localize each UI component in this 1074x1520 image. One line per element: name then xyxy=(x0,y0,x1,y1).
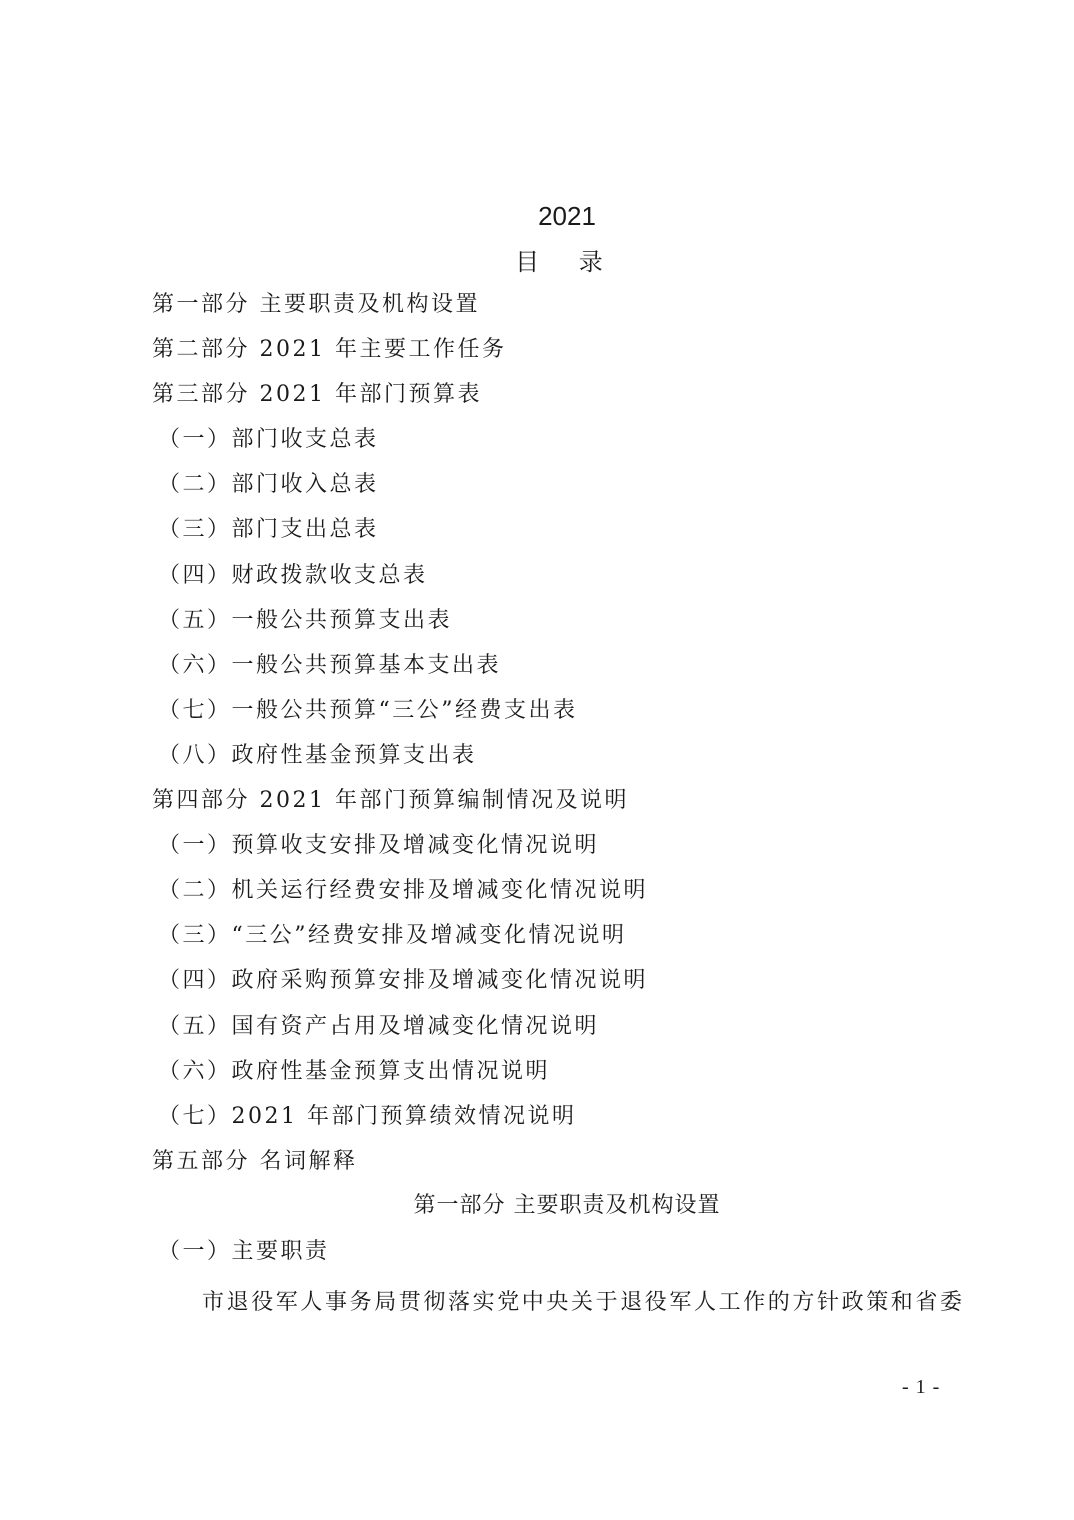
sub-heading: （一）主要职责 xyxy=(158,1239,330,1264)
toc-item[interactable]: （二）部门收入总表 xyxy=(158,472,379,498)
toc-heading: 目 录 xyxy=(515,248,619,276)
toc-item[interactable]: （一）预算收支安排及增减变化情况说明 xyxy=(158,833,600,859)
toc-item[interactable]: 第二部分 2021 年主要工作任务 xyxy=(152,337,507,363)
toc-item[interactable]: 第三部分 2021 年部门预算表 xyxy=(152,382,482,408)
toc-item[interactable]: （二）机关运行经费安排及增减变化情况说明 xyxy=(158,878,649,904)
toc-item[interactable]: 第一部分 主要职责及机构设置 xyxy=(152,292,480,317)
toc-item[interactable]: （一）部门收支总表 xyxy=(158,427,379,453)
toc-item[interactable]: （六）政府性基金预算支出情况说明 xyxy=(158,1058,551,1084)
toc-item[interactable]: （四）政府采购预算安排及增减变化情况说明 xyxy=(158,968,649,994)
toc-item[interactable]: 第五部分 名词解释 xyxy=(152,1148,358,1174)
toc-item[interactable]: （四）财政拨款收支总表 xyxy=(158,562,428,588)
toc-item[interactable]: （五）国有资产占用及增减变化情况说明 xyxy=(158,1013,600,1039)
toc-item[interactable]: （六）一般公共预算基本支出表 xyxy=(158,652,502,678)
page-number: - 1 - xyxy=(902,1376,941,1398)
toc-item[interactable]: （七）2021 年部门预算绩效情况说明 xyxy=(158,1103,577,1129)
toc-item[interactable]: （三）“三公”经费安排及增减变化情况说明 xyxy=(158,923,627,949)
toc-item[interactable]: （三）部门支出总表 xyxy=(158,517,379,543)
body-paragraph: 市退役军人事务局贯彻落实党中央关于退役军人工作的方针政策和省委 xyxy=(202,1290,965,1315)
section-heading: 第一部分 主要职责及机构设置 xyxy=(413,1193,721,1218)
year-heading: 2021 xyxy=(538,201,596,231)
toc-item[interactable]: （八）政府性基金预算支出表 xyxy=(158,742,477,768)
toc-item[interactable]: （五）一般公共预算支出表 xyxy=(158,607,453,633)
toc-item[interactable]: 第四部分 2021 年部门预算编制情况及说明 xyxy=(152,788,629,814)
table-of-contents xyxy=(152,282,992,1184)
toc-item[interactable]: （七）一般公共预算“三公”经费支出表 xyxy=(158,697,578,723)
